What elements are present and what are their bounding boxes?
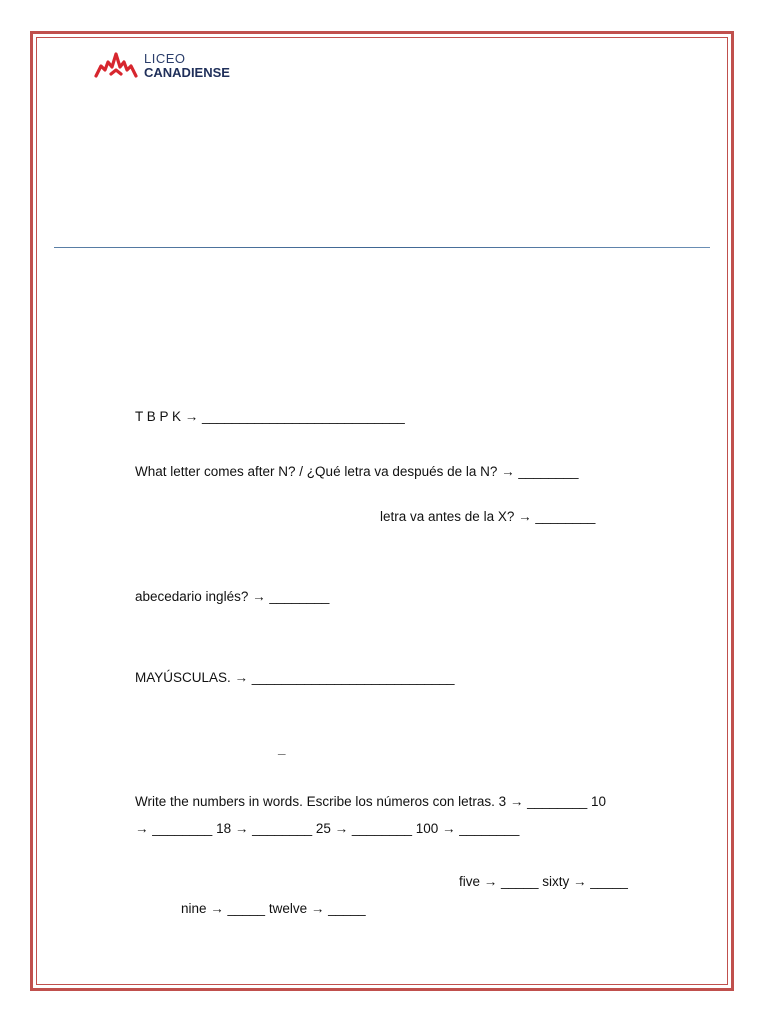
stray-underscore: _ <box>278 741 286 756</box>
exercise-letter-after-n: What letter comes after N? / ¿Qué letra va después de la N? → ________ <box>135 464 579 479</box>
exercise-letter-before-x: letra va antes de la X? → ________ <box>380 509 596 524</box>
exercise-letters-order: T B P K → ___________________________ <box>135 409 405 424</box>
exercise-numbers-words-line1: Write the numbers in words. Escribe los números con letras. 3 → ________ 10 <box>135 794 606 809</box>
maple-leaf-icon <box>92 50 140 84</box>
exercise-words-to-numbers-line1: five → _____ sixty → _____ <box>459 874 628 889</box>
exercise-uppercase: MAYÚSCULAS. → ___________________________ <box>135 670 455 685</box>
exercise-words-to-numbers-line2: nine → _____ twelve → _____ <box>181 901 366 916</box>
logo-wordmark <box>144 52 230 79</box>
exercise-alphabet-question: abecedario inglés? → ________ <box>135 589 330 604</box>
exercise-numbers-words-line2: → ________ 18 → ________ 25 → ________ 100 → ________ <box>135 821 520 836</box>
logo-line-canadiense: CANADIENSE <box>144 65 230 80</box>
logo-line-liceo: LICEO <box>144 51 186 66</box>
school-logo <box>92 50 230 84</box>
header-divider <box>54 247 710 248</box>
